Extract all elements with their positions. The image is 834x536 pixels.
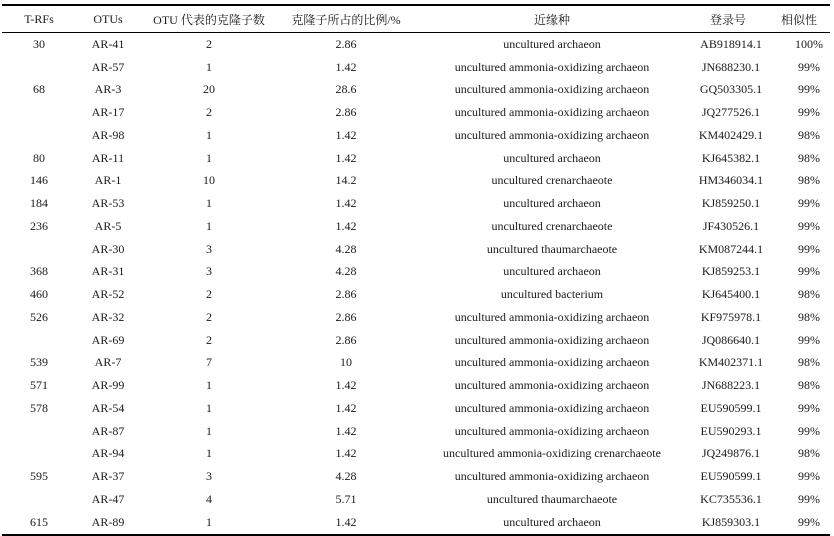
cell-similarity: 99% [768, 511, 830, 535]
cell-similarity: 99% [798, 469, 820, 484]
cell-clone-count: 20 [203, 82, 215, 97]
cell-otu: AR-41 [91, 36, 125, 51]
cell-clone-percent: 4.28 [335, 264, 357, 279]
cell-clone-count: 1 [206, 150, 212, 165]
cell-clone-count: 1 [206, 400, 212, 415]
cell-t-rf: 184 [30, 196, 48, 211]
cell-accession: KJ645382.1 [701, 150, 761, 165]
cell-t-rf: 236 [30, 218, 48, 233]
cell-clone-count: 3 [206, 264, 212, 279]
cell-clone-count: 1 [206, 127, 212, 142]
cell-accession: EU590599.1 [700, 469, 762, 484]
table-body [2, 33, 830, 535]
cell-t-rf [2, 420, 76, 443]
table-row [2, 283, 830, 306]
cell-similarity: 98% [798, 309, 820, 324]
cell-accession: KJ859253.1 [701, 264, 761, 279]
cell-similarity: 98% [798, 173, 820, 188]
cell-otu: AR-87 [91, 423, 125, 438]
cell-species: uncultured archaeon [503, 36, 601, 51]
cell-species: uncultured ammonia-oxidizing archaeon [454, 105, 650, 120]
cell-similarity: 99% [798, 264, 820, 279]
header-accession: 登录号 [688, 5, 768, 33]
cell-similarity: 100% [795, 36, 823, 51]
table-row [2, 261, 830, 284]
cell-similarity: 98% [798, 446, 820, 461]
cell-clone-count: 1 [206, 59, 212, 74]
cell-accession: JN688223.1 [701, 378, 761, 393]
table-row [2, 147, 830, 170]
table-row [2, 511, 830, 535]
cell-clone-percent: 1.42 [335, 378, 357, 393]
cell-species: uncultured archaeon [503, 196, 601, 211]
cell-species: uncultured crenarchaeote [491, 173, 613, 188]
cell-accession: EU590599.1 [700, 400, 762, 415]
cell-t-rf: 571 [30, 378, 48, 393]
cell-clone-percent: 1.42 [335, 218, 357, 233]
cell-otu: AR-17 [91, 105, 125, 120]
table-row [2, 124, 830, 147]
cell-clone-percent: 2.86 [335, 105, 357, 120]
cell-otu: AR-98 [91, 127, 125, 142]
cell-accession: JF430526.1 [702, 218, 760, 233]
cell-clone-percent: 28.6 [335, 82, 357, 97]
cell-otu: AR-5 [94, 218, 122, 233]
cell-t-rf: 68 [33, 82, 45, 97]
cell-similarity: 98% [798, 287, 820, 302]
cell-clone-count: 7 [206, 355, 212, 370]
cell-accession: JQ086640.1 [701, 332, 761, 347]
cell-otu: AR-31 [91, 264, 125, 279]
cell-species: uncultured ammonia-oxidizing archaeon [454, 127, 650, 142]
table-row [2, 192, 830, 215]
cell-t-rf: 539 [30, 355, 48, 370]
cell-otu: AR-54 [91, 400, 125, 415]
cell-otu: AR-53 [91, 196, 125, 211]
cell-species: uncultured ammonia-oxidizing archaeon [454, 423, 650, 438]
cell-accession: KC735536.1 [700, 491, 762, 506]
cell-clone-percent: 2.86 [335, 36, 357, 51]
header-clone-count: OTU 代表的克隆子数 [140, 5, 278, 33]
cell-otu: AR-69 [91, 332, 125, 347]
cell-clone-count: 1 [206, 446, 212, 461]
cell-clone-count: 3 [206, 241, 212, 256]
table-row [2, 101, 830, 124]
cell-otu: AR-32 [91, 309, 125, 324]
cell-species: uncultured ammonia-oxidizing archaeon [454, 378, 650, 393]
cell-accession: KJ859250.1 [701, 196, 761, 211]
cell-clone-count: 4 [206, 491, 212, 506]
cell-species: uncultured thaumarchaeote [486, 241, 618, 256]
cell-clone-percent: 1.42 [335, 423, 357, 438]
cell-similarity: 98% [798, 150, 820, 165]
table-row [2, 420, 830, 443]
cell-otu: AR-7 [94, 355, 122, 370]
cell-clone-percent: 10 [340, 355, 352, 370]
table-row [2, 56, 830, 79]
cell-similarity: 99% [798, 59, 820, 74]
header-similarity: 相似性 [768, 5, 830, 33]
table-row [2, 170, 830, 193]
table-row [2, 329, 830, 352]
cell-accession: AB918914.1 [700, 36, 762, 51]
cell-clone-percent: 14.2 [335, 173, 357, 188]
header-clone-percent: 克隆子所占的比例/% [278, 5, 414, 33]
cell-species: uncultured archaeon [503, 150, 601, 165]
cell-accession: JN688230.1 [701, 59, 761, 74]
cell-clone-percent: 1.42 [335, 400, 357, 415]
cell-accession: HM346034.1 [698, 173, 764, 188]
table-row [2, 306, 830, 329]
cell-clone-count: 1 [206, 378, 212, 393]
cell-t-rf: 595 [30, 469, 48, 484]
cell-t-rf: 146 [30, 173, 48, 188]
cell-clone-count: 10 [203, 173, 215, 188]
cell-clone-count: 2 [206, 309, 212, 324]
cell-t-rf [2, 124, 76, 147]
cell-clone-percent: 1.42 [335, 446, 357, 461]
cell-similarity: 99% [798, 491, 820, 506]
otu-table [2, 4, 830, 536]
cell-similarity: 99% [798, 196, 820, 211]
cell-accession: JQ277526.1 [701, 105, 761, 120]
cell-species: uncultured ammonia-oxidizing archaeon [454, 400, 650, 415]
cell-clone-percent: 1.42 [335, 150, 357, 165]
cell-similarity: 99% [798, 218, 820, 233]
cell-accession: EU590293.1 [700, 423, 762, 438]
cell-similarity: 99% [798, 400, 820, 415]
cell-clone-count: 2 [206, 36, 212, 51]
cell-clone-count: 2 [206, 287, 212, 302]
cell-t-rf: 368 [30, 264, 48, 279]
cell-t-rf: 30 [33, 36, 45, 51]
cell-t-rf [2, 56, 76, 79]
cell-otu: AR-52 [91, 287, 125, 302]
cell-clone-percent: 4.28 [335, 241, 357, 256]
cell-species: uncultured ammonia-oxidizing archaeon [454, 355, 650, 370]
cell-clone-percent: 5.71 [335, 491, 357, 506]
cell-clone-percent: 2.86 [335, 287, 357, 302]
cell-clone-percent: 1.42 [335, 127, 357, 142]
table-row [2, 443, 830, 466]
cell-similarity: 99% [798, 423, 820, 438]
cell-t-rf [2, 101, 76, 124]
cell-similarity: 99% [798, 82, 820, 97]
cell-species: uncultured archaeon [414, 511, 688, 535]
cell-accession: KJ645400.1 [701, 287, 761, 302]
cell-t-rf [2, 443, 76, 466]
cell-t-rf: 615 [2, 511, 76, 535]
cell-t-rf: 526 [30, 309, 48, 324]
table-row [2, 79, 830, 102]
cell-species: uncultured ammonia-oxidizing archaeon [454, 469, 650, 484]
cell-clone-percent: 1.42 [278, 511, 414, 535]
cell-similarity: 99% [798, 105, 820, 120]
cell-similarity: 99% [798, 241, 820, 256]
cell-clone-percent: 2.86 [335, 332, 357, 347]
cell-otu: AR-1 [94, 173, 122, 188]
cell-clone-count: 1 [206, 196, 212, 211]
cell-clone-count: 1 [140, 511, 278, 535]
cell-clone-percent: 1.42 [335, 59, 357, 74]
cell-t-rf: 578 [30, 400, 48, 415]
header-otus: OTUs [76, 5, 140, 33]
cell-accession: KM087244.1 [698, 241, 764, 256]
cell-otu: AR-57 [91, 59, 125, 74]
cell-clone-count: 3 [206, 469, 212, 484]
cell-similarity: 99% [798, 332, 820, 347]
table-row [2, 397, 830, 420]
cell-otu: AR-11 [91, 150, 125, 165]
table-row [2, 465, 830, 488]
cell-otu: AR-30 [91, 241, 125, 256]
cell-accession: KM402429.1 [698, 127, 764, 142]
cell-similarity: 98% [798, 355, 820, 370]
cell-species: uncultured ammonia-oxidizing archaeon [454, 332, 650, 347]
cell-clone-count: 1 [206, 218, 212, 233]
cell-species: uncultured ammonia-oxidizing crenarchaeote [443, 446, 661, 461]
cell-t-rf: 80 [33, 150, 45, 165]
cell-species: uncultured thaumarchaeote [486, 491, 618, 506]
cell-clone-percent: 4.28 [335, 469, 357, 484]
cell-clone-percent: 2.86 [335, 309, 357, 324]
cell-t-rf [2, 329, 76, 352]
cell-accession: GQ503305.1 [699, 82, 763, 97]
cell-species: uncultured bacterium [500, 287, 604, 302]
cell-t-rf [2, 238, 76, 261]
cell-t-rf: 460 [30, 287, 48, 302]
cell-otu: AR-37 [91, 469, 125, 484]
table-row [2, 238, 830, 261]
table-row [2, 352, 830, 375]
cell-species: uncultured ammonia-oxidizing archaeon [454, 82, 650, 97]
cell-otu: AR-89 [76, 511, 140, 535]
cell-species: uncultured ammonia-oxidizing archaeon [454, 59, 650, 74]
table-row [2, 33, 830, 56]
cell-otu: AR-99 [91, 378, 125, 393]
table-header [2, 5, 830, 33]
cell-species: uncultured ammonia-oxidizing archaeon [454, 309, 650, 324]
cell-t-rf [2, 488, 76, 511]
cell-clone-count: 1 [206, 423, 212, 438]
table-row [2, 374, 830, 397]
header-row [2, 5, 830, 33]
cell-clone-count: 2 [206, 332, 212, 347]
cell-accession: KF975978.1 [700, 309, 762, 324]
table-row [2, 488, 830, 511]
table-row [2, 215, 830, 238]
cell-similarity: 98% [798, 378, 820, 393]
header-related-species: 近缘种 [414, 5, 688, 33]
header-t-rfs: T-RFs [2, 5, 76, 33]
cell-clone-count: 2 [206, 105, 212, 120]
cell-otu: AR-94 [91, 446, 125, 461]
cell-similarity: 98% [798, 127, 820, 142]
cell-species: uncultured crenarchaeote [491, 218, 613, 233]
cell-species: uncultured archaeon [503, 264, 601, 279]
cell-accession: JQ249876.1 [701, 446, 761, 461]
cell-accession: KM402371.1 [698, 355, 764, 370]
cell-clone-percent: 1.42 [335, 196, 357, 211]
cell-accession: KJ859303.1 [688, 511, 768, 535]
cell-otu: AR-47 [91, 491, 125, 506]
cell-otu: AR-3 [94, 82, 122, 97]
